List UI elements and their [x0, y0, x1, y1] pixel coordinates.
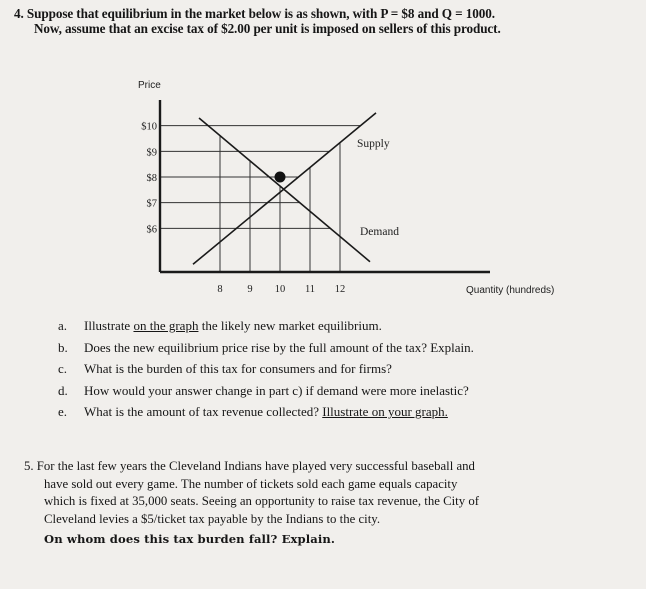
- part-a-text-pre: Illustrate: [84, 318, 134, 333]
- part-c-text: What is the burden of this tax for consumers and for firms?: [84, 361, 392, 376]
- part-a-text-post: the likely new market equilibrium.: [198, 318, 382, 333]
- supply-demand-graph: [120, 72, 555, 302]
- y-tick-label: $8: [146, 173, 157, 185]
- x-axis-label: Quantity (hundreds): [466, 285, 555, 296]
- part-d: [58, 380, 618, 402]
- y-tick-label: $7: [146, 198, 157, 210]
- question-4-header: [14, 6, 634, 36]
- part-a: [58, 315, 618, 337]
- part-e-text-pre: What is the amount of tax revenue collected?: [84, 404, 323, 419]
- part-b-text: Does the new equilibrium price rise by the full amount of the tax? Explain.: [84, 339, 474, 355]
- part-e-underlined: Illustrate on your graph.: [322, 404, 448, 419]
- part-d-text: How would your answer change in part c) if demand were more inelastic?: [84, 382, 469, 398]
- part-c: [58, 358, 618, 380]
- part-letter: b.: [58, 339, 68, 355]
- part-text: [84, 315, 382, 337]
- y-tick-labels: [141, 122, 157, 236]
- supply-label: Supply: [357, 138, 390, 150]
- y-tick-label: $10: [141, 121, 157, 133]
- y-tick-label: $6: [146, 224, 157, 236]
- question-4-line-2: Now, assume that an excise tax of $2.00 per unit is imposed on sellers of this product.: [34, 21, 501, 36]
- question-4-parts: [58, 315, 618, 423]
- part-letter: d.: [58, 382, 68, 398]
- question-5-line-4: Cleveland levies a $5/ticket tax payable by the Indians to the city.: [44, 511, 381, 526]
- part-a-underlined: on the graph: [133, 318, 199, 333]
- y-axis-label: Price: [138, 80, 161, 91]
- x-tick-label: 11: [304, 284, 316, 295]
- part-e: [58, 401, 618, 423]
- x-tick-label: 9: [247, 284, 253, 295]
- x-tick-label: 12: [334, 284, 346, 295]
- y-tick-label: $9: [146, 147, 157, 159]
- part-b: [58, 337, 618, 359]
- question-5: [24, 458, 594, 549]
- demand-label: Demand: [360, 226, 399, 238]
- question-5-prompt: On whom does this tax burden fall? Explain.: [44, 532, 336, 546]
- question-4-line-1: 4. Suppose that equilibrium in the market below is as shown, with P = $8 and Q = 1000.: [14, 6, 495, 21]
- x-tick-label: 8: [217, 284, 223, 295]
- equilibrium-point: [275, 172, 286, 183]
- x-tick-labels: [217, 284, 345, 295]
- gridlines: [160, 126, 360, 272]
- x-tick-label: 10: [274, 284, 286, 295]
- question-5-line-3: which is fixed at 35,000 seats. Seeing an opportunity to raise tax revenue, the City of: [44, 494, 479, 508]
- part-letter: c.: [58, 361, 68, 376]
- question-5-line-1: 5. For the last few years the Cleveland Indians have played very successful baseball and: [24, 459, 475, 473]
- part-letter: e.: [58, 404, 68, 419]
- part-letter: a.: [58, 318, 68, 333]
- question-5-line-2: have sold out every game. The number of tickets sold each game equals capacity: [44, 476, 458, 491]
